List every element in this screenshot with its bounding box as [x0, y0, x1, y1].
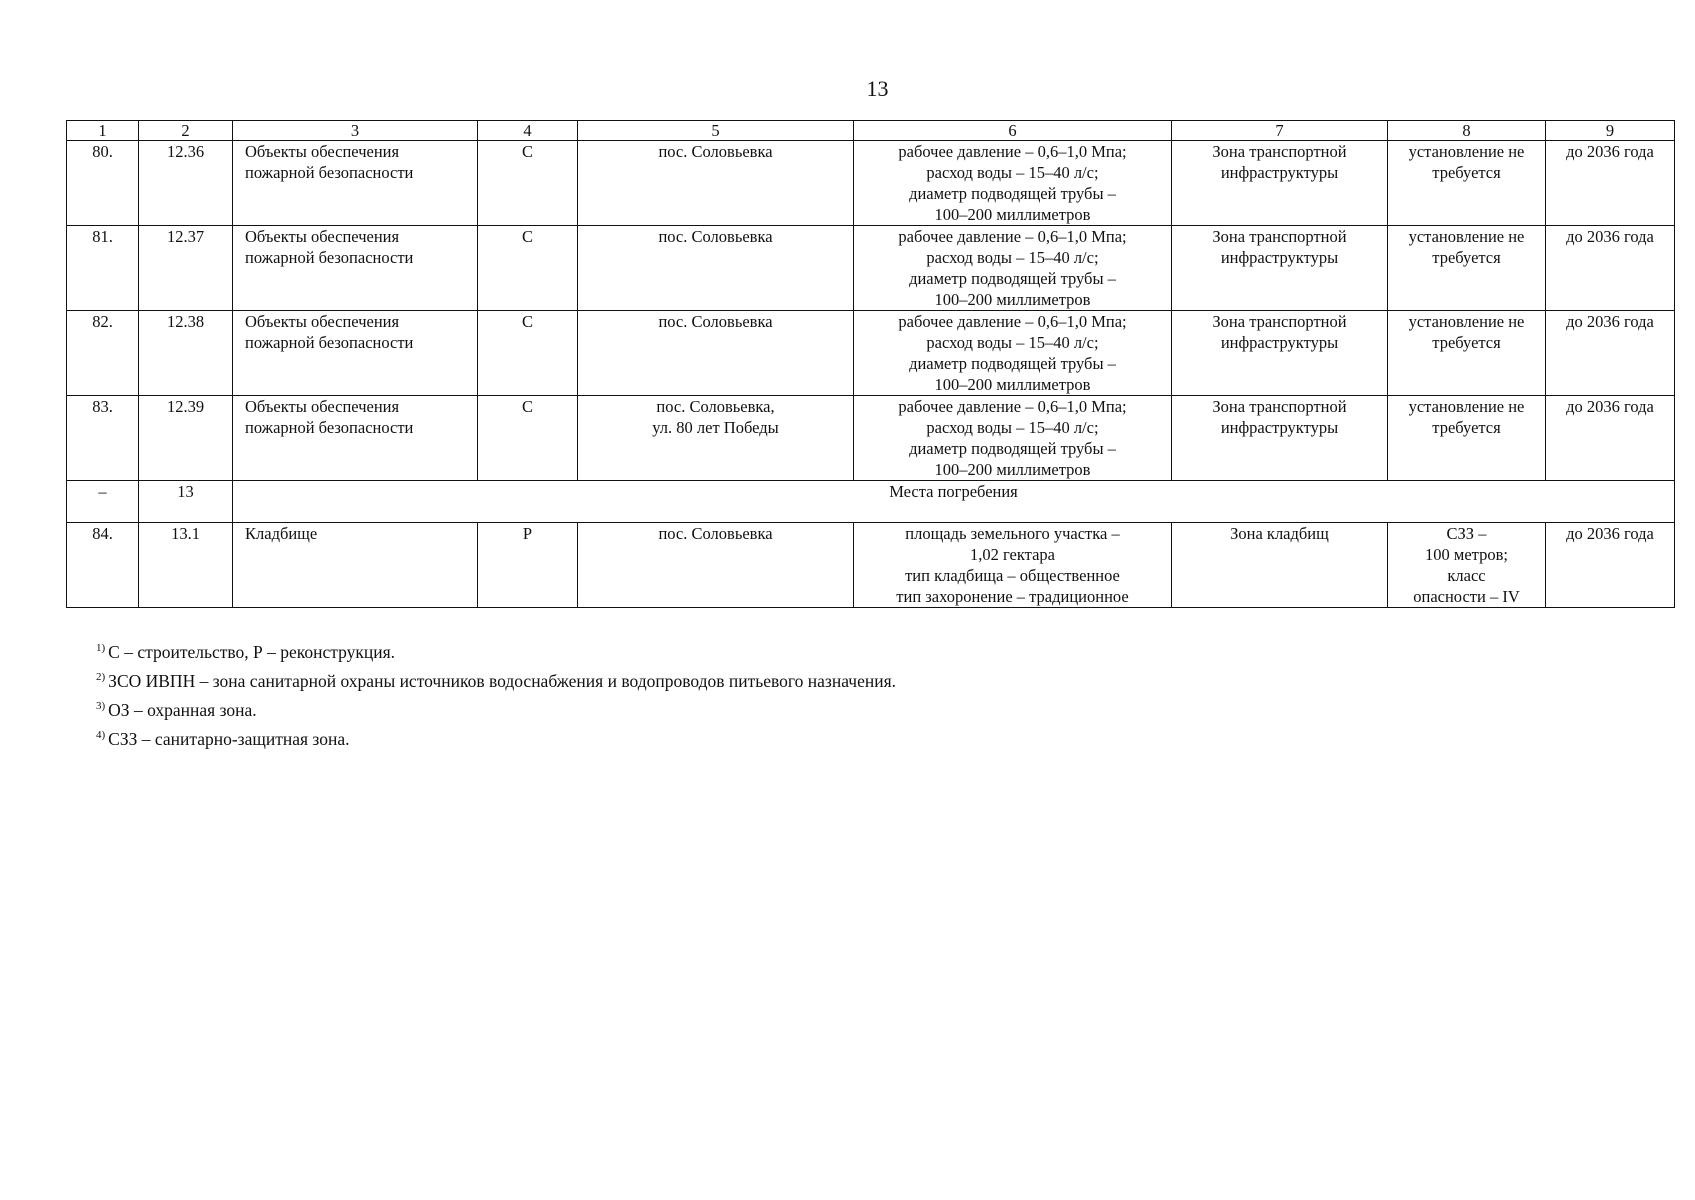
table-row: [67, 226, 1675, 311]
row-number: 81.: [67, 226, 139, 311]
object-parameters-line: рабочее давление – 0,6–1,0 Мпа;: [898, 227, 1127, 246]
object-parameters-line: тип захоронение – традиционное: [896, 587, 1129, 606]
work-type: С: [478, 311, 578, 396]
footnote-mark: 3): [96, 700, 106, 712]
object-parameters-line: диаметр подводящей трубы –: [909, 269, 1116, 288]
object-parameters-line: 100–200 миллиметров: [934, 375, 1091, 394]
functional-zone-line: инфраструктуры: [1220, 418, 1339, 437]
object-parameters: [854, 226, 1172, 311]
object-name-line: пожарной безопасности: [245, 333, 414, 352]
footnote: [96, 665, 896, 694]
object-parameters: [854, 396, 1172, 481]
section-title: Места погребения: [233, 481, 1675, 523]
row-number: 84.: [67, 523, 139, 608]
object-code: 13.1: [139, 523, 233, 608]
object-name-line: Кладбище: [245, 524, 318, 543]
column-number: 5: [578, 121, 854, 141]
object-name-line: пожарной безопасности: [245, 418, 414, 437]
table-row: [67, 396, 1675, 481]
object-parameters-line: 100–200 миллиметров: [934, 290, 1091, 309]
footnote: [96, 723, 896, 752]
object-code: 12.37: [139, 226, 233, 311]
zone-restriction-line: установление не: [1408, 227, 1525, 246]
work-type: Р: [478, 523, 578, 608]
zone-restriction-line: класс: [1447, 566, 1486, 585]
object-name-line: Объекты обеспечения: [245, 312, 400, 331]
row-number: 80.: [67, 141, 139, 226]
footnote-text: СЗЗ – санитарно-защитная зона.: [108, 729, 350, 749]
footnote-mark: 2): [96, 671, 106, 683]
object-name-line: пожарной безопасности: [245, 163, 414, 182]
functional-zone-line: инфраструктуры: [1220, 163, 1339, 182]
functional-zone: [1172, 311, 1388, 396]
functional-zone: [1172, 226, 1388, 311]
footnote-mark: 1): [96, 642, 106, 654]
implementation-deadline: до 2036 года: [1546, 396, 1675, 481]
object-parameters-line: рабочее давление – 0,6–1,0 Мпа;: [898, 312, 1127, 331]
column-number-row: [67, 121, 1675, 141]
object-location-line: пос. Соловьевка: [658, 312, 773, 331]
object-code: 12.36: [139, 141, 233, 226]
object-location: [578, 226, 854, 311]
row-number: –: [67, 481, 139, 523]
section-row: [67, 481, 1675, 523]
object-parameters: [854, 523, 1172, 608]
work-type: С: [478, 396, 578, 481]
object-parameters-line: расход воды – 15–40 л/с;: [926, 418, 1099, 437]
zone-restriction-line: требуется: [1432, 248, 1501, 267]
footnote: [96, 694, 896, 723]
object-parameters-line: диаметр подводящей трубы –: [909, 439, 1116, 458]
zone-restriction-line: установление не: [1408, 397, 1525, 416]
zone-restriction-line: требуется: [1432, 333, 1501, 352]
implementation-deadline: до 2036 года: [1546, 311, 1675, 396]
zone-restriction: [1388, 141, 1546, 226]
functional-zone: [1172, 396, 1388, 481]
footnote-text: ЗСО ИВПН – зона санитарной охраны источников водоснабжения и водопроводов питьевого назначения.: [108, 671, 896, 691]
zone-restriction: [1388, 311, 1546, 396]
object-name: [233, 141, 478, 226]
object-parameters-line: 1,02 гектара: [970, 545, 1055, 564]
object-name: [233, 226, 478, 311]
zone-restriction: [1388, 226, 1546, 311]
zone-restriction-line: требуется: [1432, 418, 1501, 437]
work-type: С: [478, 226, 578, 311]
row-number: 82.: [67, 311, 139, 396]
object-location-line: пос. Соловьевка: [658, 227, 773, 246]
column-number: 6: [854, 121, 1172, 141]
object-name-line: пожарной безопасности: [245, 248, 414, 267]
object-location: [578, 523, 854, 608]
table-row: [67, 523, 1675, 608]
object-name: [233, 396, 478, 481]
footnote-mark: 4): [96, 729, 106, 741]
footnote-text: С – строительство, Р – реконструкция.: [108, 642, 396, 662]
object-name-line: Объекты обеспечения: [245, 227, 400, 246]
zone-restriction-line: требуется: [1432, 163, 1501, 182]
functional-zone: [1172, 141, 1388, 226]
column-number: 2: [139, 121, 233, 141]
functional-zone-line: инфраструктуры: [1220, 333, 1339, 352]
zone-restriction-line: установление не: [1408, 142, 1525, 161]
zone-restriction-line: 100 метров;: [1425, 545, 1508, 564]
object-name: [233, 523, 478, 608]
object-parameters: [854, 311, 1172, 396]
zone-restriction: [1388, 523, 1546, 608]
object-location-line: пос. Соловьевка,: [656, 397, 775, 416]
functional-zone-line: Зона транспортной: [1212, 397, 1347, 416]
object-parameters-line: площадь земельного участка –: [905, 524, 1120, 543]
object-location-line: пос. Соловьевка: [658, 142, 773, 161]
column-number: 7: [1172, 121, 1388, 141]
object-parameters: [854, 141, 1172, 226]
footnote-text: ОЗ – охранная зона.: [108, 700, 257, 720]
footnotes: [96, 636, 896, 752]
object-parameters-line: 100–200 миллиметров: [934, 205, 1091, 224]
implementation-deadline: до 2036 года: [1546, 523, 1675, 608]
functional-zone-line: Зона транспортной: [1212, 312, 1347, 331]
object-parameters-line: диаметр подводящей трубы –: [909, 184, 1116, 203]
object-code: 12.38: [139, 311, 233, 396]
object-location-line: пос. Соловьевка: [658, 524, 773, 543]
zone-restriction-line: СЗЗ –: [1446, 524, 1487, 543]
column-number: 3: [233, 121, 478, 141]
table-row: [67, 141, 1675, 226]
object-parameters-line: расход воды – 15–40 л/с;: [926, 248, 1099, 267]
object-name-line: Объекты обеспечения: [245, 142, 400, 161]
object-parameters-line: 100–200 миллиметров: [934, 460, 1091, 479]
column-number: 8: [1388, 121, 1546, 141]
object-parameters-line: рабочее давление – 0,6–1,0 Мпа;: [898, 397, 1127, 416]
object-parameters-line: тип кладбища – общественное: [905, 566, 1120, 585]
object-parameters-line: диаметр подводящей трубы –: [909, 354, 1116, 373]
footnote: [96, 636, 896, 665]
functional-zone-line: инфраструктуры: [1220, 248, 1339, 267]
zone-restriction-line: установление не: [1408, 312, 1525, 331]
column-number: 4: [478, 121, 578, 141]
table-row: [67, 311, 1675, 396]
zone-restriction-line: опасности – IV: [1413, 587, 1520, 606]
section-code: 13: [139, 481, 233, 523]
object-location-line: ул. 80 лет Победы: [652, 418, 779, 437]
column-number: 1: [67, 121, 139, 141]
object-parameters-line: расход воды – 15–40 л/с;: [926, 333, 1099, 352]
zone-restriction: [1388, 396, 1546, 481]
functional-zone-line: Зона кладбищ: [1230, 524, 1329, 543]
object-code: 12.39: [139, 396, 233, 481]
objects-table: [66, 120, 1675, 608]
work-type: С: [478, 141, 578, 226]
object-parameters-line: рабочее давление – 0,6–1,0 Мпа;: [898, 142, 1127, 161]
implementation-deadline: до 2036 года: [1546, 141, 1675, 226]
object-parameters-line: расход воды – 15–40 л/с;: [926, 163, 1099, 182]
object-location: [578, 396, 854, 481]
object-location: [578, 311, 854, 396]
functional-zone-line: Зона транспортной: [1212, 227, 1347, 246]
page-number: 13: [866, 76, 889, 101]
functional-zone: [1172, 523, 1388, 608]
row-number: 83.: [67, 396, 139, 481]
column-number: 9: [1546, 121, 1675, 141]
functional-zone-line: Зона транспортной: [1212, 142, 1347, 161]
object-name: [233, 311, 478, 396]
object-location: [578, 141, 854, 226]
object-name-line: Объекты обеспечения: [245, 397, 400, 416]
implementation-deadline: до 2036 года: [1546, 226, 1675, 311]
